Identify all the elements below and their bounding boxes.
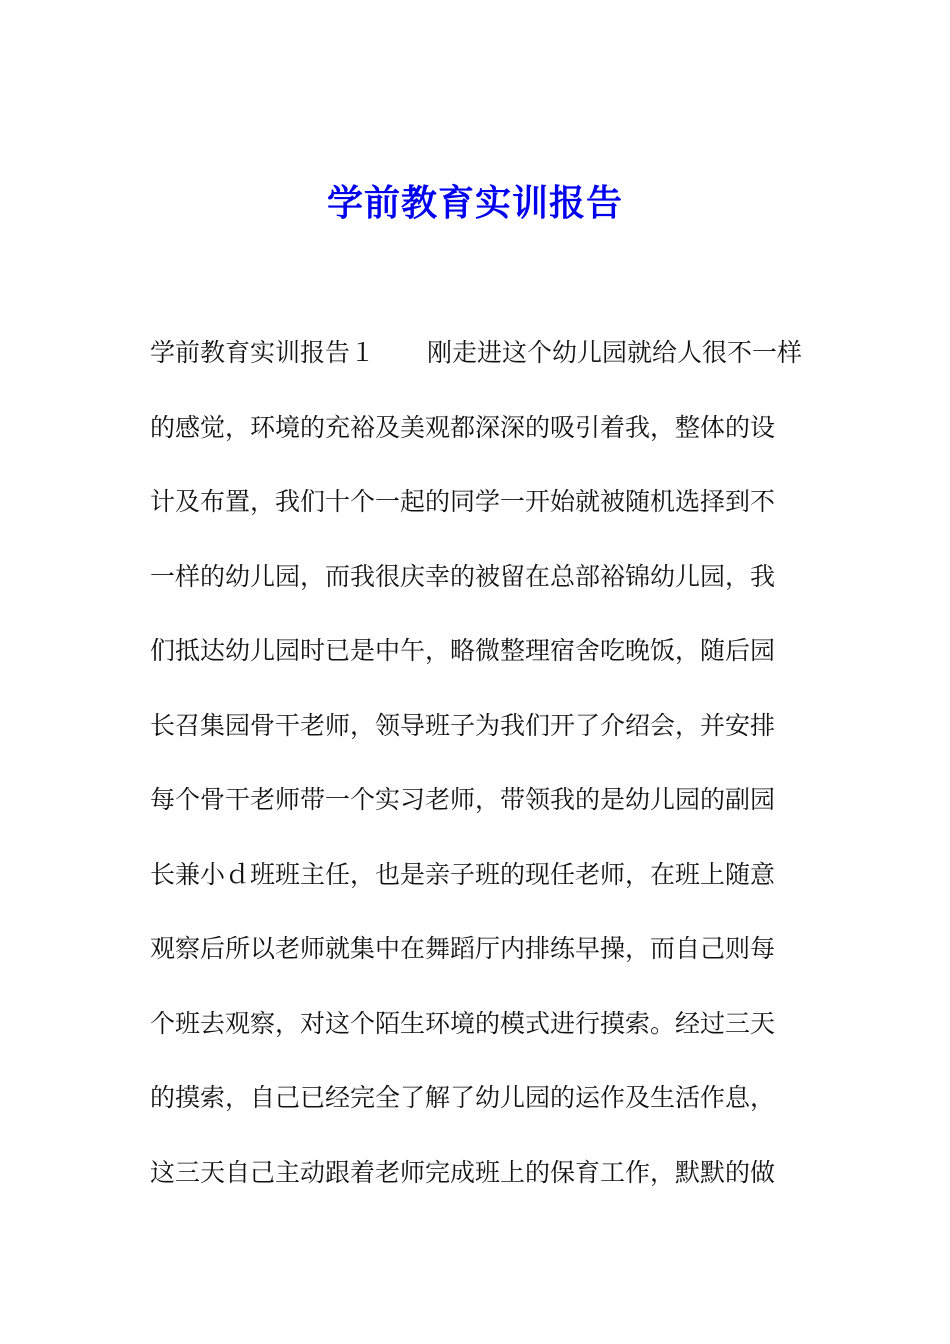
body-line-text: 刚走进这个幼儿园就给人很不一样 bbox=[427, 338, 803, 367]
section-heading: 学前教育实训报告１ bbox=[150, 338, 376, 367]
body-line-2: 的感觉，环境的充裕及美观都深深的吸引着我，整体的设 bbox=[150, 412, 776, 442]
body-line-3: 计及布置，我们十个一起的同学一开始就被随机选择到不 bbox=[150, 487, 776, 516]
body-line-8: 长兼小ｄ班班主任，也是亲子班的现任老师，在班上随意 bbox=[150, 859, 776, 889]
body-line-1 bbox=[150, 325, 810, 400]
document-body bbox=[150, 325, 810, 1219]
body-line-4: 一样的幼儿园，而我很庆幸的被留在总部裕锦幼儿园，我 bbox=[150, 561, 776, 591]
body-line-5: 们抵达幼儿园时已是中午，略微整理宿舍吃晚饭，随后园 bbox=[150, 636, 776, 665]
body-line-7: 每个骨干老师带一个实习老师，带领我的是幼儿园的副园 bbox=[150, 785, 776, 814]
body-line-9: 观察后所以老师就集中在舞蹈厅内排练早操，而自己则每 bbox=[150, 934, 776, 963]
body-line-10: 个班去观察，对这个陌生环境的模式进行摸索。经过三天 bbox=[150, 1008, 776, 1038]
body-line-12: 这三天自己主动跟着老师完成班上的保育工作，默默的做 bbox=[150, 1157, 776, 1187]
body-line-6: 长召集园骨干老师，领导班子为我们开了介绍会，并安排 bbox=[150, 710, 776, 740]
body-line-11: 的摸索，自己已经完全了解了幼儿园的运作及生活作息， bbox=[150, 1083, 776, 1112]
document-title: 学前教育实训报告 bbox=[326, 182, 623, 224]
